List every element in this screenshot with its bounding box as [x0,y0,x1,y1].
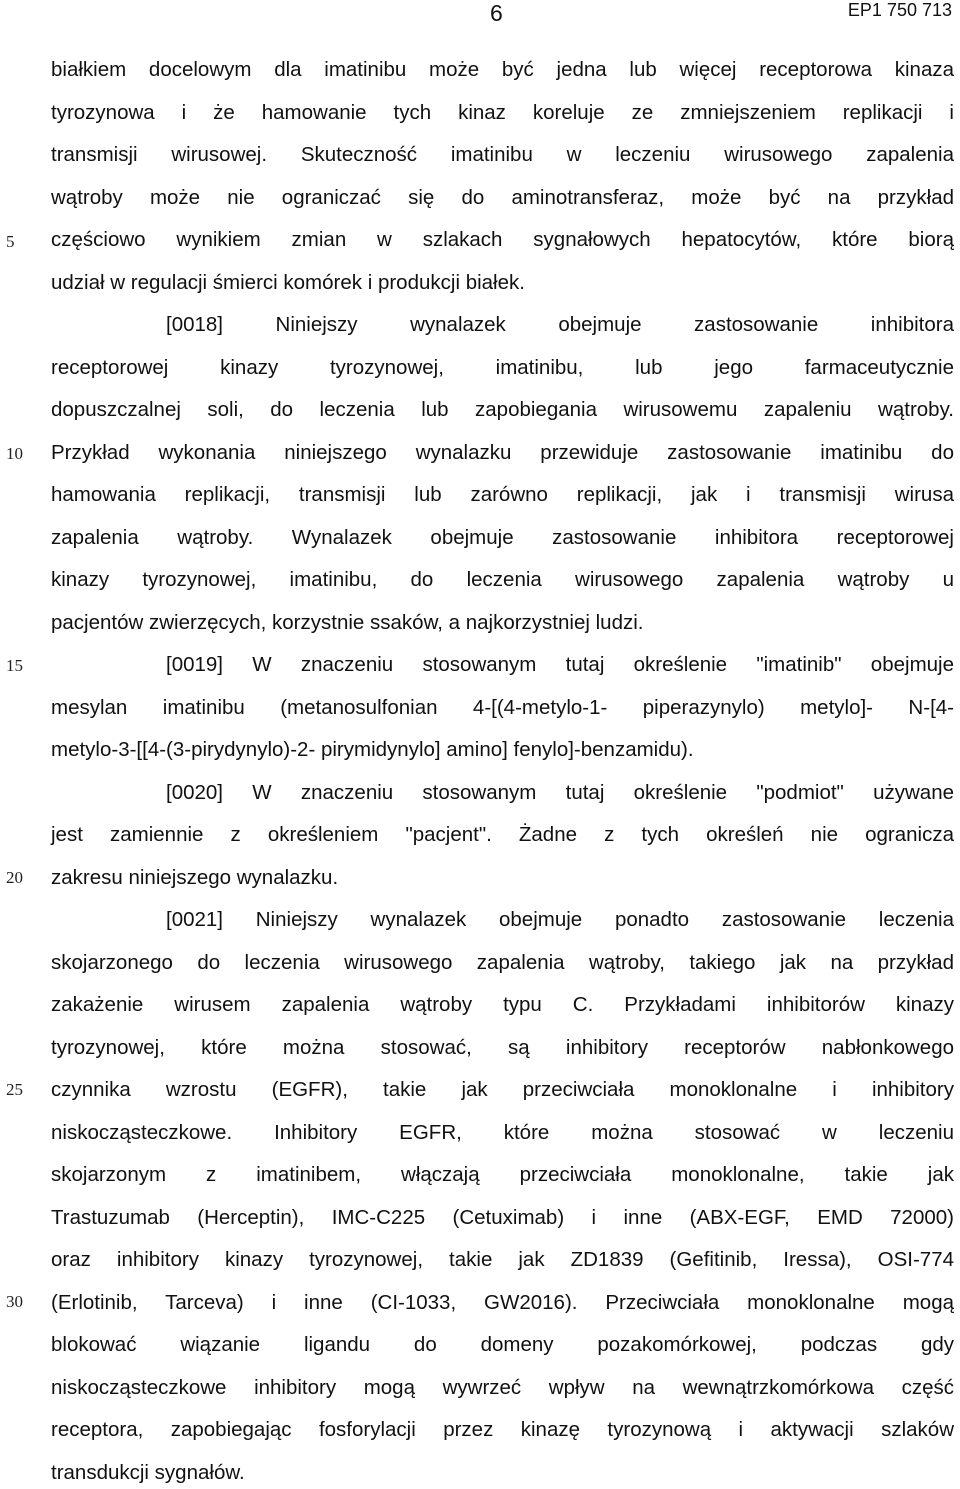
text-line: pacjentów zwierzęcych, korzystnie ssaków, a najkorzystniej ludzi. [51,611,644,634]
text-line: dopuszczalnej soli, do leczenia lub zapobiegania wirusowemu zapaleniu wątroby. [51,398,954,421]
text-line: transdukcji sygnałów. [51,1461,245,1484]
text-line: niskocząsteczkowe inhibitory mogą wywrzeć wpływ na wewnątrzkomórkowa część [51,1376,954,1399]
text-line: czynnika wzrostu (EGFR), takie jak przeciwciała monoklonalne i inhibitory [51,1078,954,1101]
line-number-30: 30 [6,1292,23,1311]
text-line: mesylan imatinibu (metanosulfonian 4-[(4-metylo-1- piperazynylo) metylo]- N-[4- [51,696,954,719]
line-number-5: 5 [6,232,15,251]
text-line: skojarzonego do leczenia wirusowego zapalenia wątroby, takiego jak na przykład [51,951,954,974]
text-line: blokować wiązanie ligandu do domeny pozakomórkowej, podczas gdy [51,1333,954,1356]
paragraph-0018-start: [0018] Niniejszy wynalazek obejmuje zastosowanie inhibitora [166,313,954,336]
text-line: oraz inhibitory kinazy tyrozynowej, takie jak ZD1839 (Gefitinib, Iressa), OSI-774 [51,1248,954,1271]
text-line: Trastuzumab (Herceptin), IMC-C225 (Cetuximab) i inne (ABX-EGF, EMD 72000) [51,1206,954,1229]
text-line: jest zamiennie z określeniem "pacjent". Żadne z tych określeń nie ogranicza [51,823,954,846]
text-line: zapalenia wątroby. Wynalazek obejmuje zastosowanie inhibitora receptorowej [51,526,954,549]
text-line: udział w regulacji śmierci komórek i produkcji białek. [51,271,525,294]
text-line: transmisji wirusowej. Skuteczność imatinibu w leczeniu wirusowego zapalenia [51,143,954,166]
paragraph-0021-start: [0021] Niniejszy wynalazek obejmuje ponadto zastosowanie leczenia [166,908,954,931]
text-line: skojarzonym z imatinibem, włączają przeciwciała monoklonalne, takie jak [51,1163,954,1186]
page-number: 6 [490,0,503,26]
text-line: Przykład wykonania niniejszego wynalazku przewiduje zastosowanie imatinibu do [51,441,954,464]
text-line: tyrozynowa i że hamowanie tych kinaz koreluje ze zmniejszeniem replikacji i [51,101,954,124]
text-line: zakresu niniejszego wynalazku. [51,866,339,889]
text-line: receptora, zapobiegając fosforylacji przez kinazę tyrozynową i aktywacji szlaków [51,1418,954,1441]
line-number-10: 10 [6,444,23,463]
line-number-25: 25 [6,1080,23,1099]
text-line: metylo-3-[[4-(3-pirydynylo)-2- pirymidynylo] amino] fenylo]-benzamidu). [51,738,694,761]
text-line: tyrozynowej, które można stosować, są inhibitory receptorów nabłonkowego [51,1036,954,1059]
paragraph-0019-start: [0019] W znaczeniu stosowanym tutaj określenie "imatinib" obejmuje [166,653,954,676]
line-number-20: 20 [6,868,23,887]
text-line: wątroby może nie ograniczać się do aminotransferaz, może być na przykład [51,186,954,209]
paragraph-0020-start: [0020] W znaczeniu stosowanym tutaj określenie "podmiot" używane [166,781,954,804]
text-line: częściowo wynikiem zmian w szlakach sygnałowych hepatocytów, które biorą [51,228,954,251]
text-line: kinazy tyrozynowej, imatinibu, do leczenia wirusowego zapalenia wątroby u [51,568,954,591]
text-line: niskocząsteczkowe. Inhibitory EGFR, które można stosować w leczeniu [51,1121,954,1144]
text-line: białkiem docelowym dla imatinibu może być jedna lub więcej receptorowa kinaza [51,58,954,81]
text-line: receptorowej kinazy tyrozynowej, imatinibu, lub jego farmaceutycznie [51,356,954,379]
text-line: hamowania replikacji, transmisji lub zarówno replikacji, jak i transmisji wirusa [51,483,954,506]
publication-number: EP1 750 713 [847,0,952,20]
line-number-15: 15 [6,656,23,675]
text-line: (Erlotinib, Tarceva) i inne (CI-1033, GW2016). Przeciwciała monoklonalne mogą [51,1291,954,1314]
text-line: zakażenie wirusem zapalenia wątroby typu C. Przykładami inhibitorów kinazy [51,993,954,1016]
